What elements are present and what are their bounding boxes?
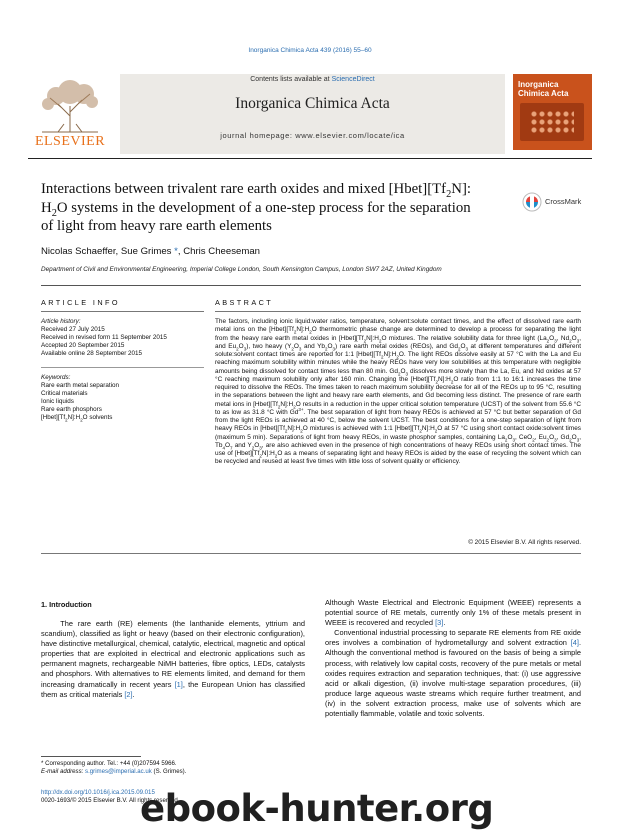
elsevier-wordmark: ELSEVIER	[34, 134, 106, 149]
keyword: Rare earth metal separation	[41, 382, 120, 390]
keyword: $[Hbet][Tf_2N]:H_2O$ solvents	[41, 414, 113, 423]
corresponding-author-note: * Corresponding author. Tel.: +44 (0)207594 5966.	[41, 760, 177, 767]
abstract-heading: ABSTRACT	[215, 298, 274, 307]
abstract-text: The factors, including ionic liquid:water ratios, temperature, solvent:solute contact times, and the effect of dissolved rare earth metal ions on the $[Hbet][Tf_2N]:H_2O$ thermometric phase change are determined to develop a process for separating the light from the heavy rare earth metal oxides in $[Hbet][Tf_2N]:H_2O$ mixtures. The relative solubility data for three light ($La_2O_3$, $Nd_2O_3$, and $Eu_2O_3$), two heavy ($Y_2O_3$ and $Yb_2O_3$) rare earth metal oxides (REOs), and $Gd_2O_3$ at different temperatures and different solute:solvent contact times are reported for 1:1 $[Hbet][Tf_2N]:H_2O$. The light REOs dissolve easily at 57 °C with the La and Eu reaching maximum solubility within minutes while the heavy REOs have very low solubilities at this temperature with negligible amounts being dissolved for contact times less than 80 min. $Gd_2O_3$ dissolves more slowly than the La, Eu, and Nd oxides at 57 °C reaching maximum solubility only after 160 min. Changing the $[Hbet][Tf_2N]:H_2O$ ratio from 1:1 to 16:1 increases the time required to dissolve the REOs. The times taken to reach maximum solubility decrease for all of the REOs up to 95 °C, resulting in the separations between the light and heavy rare earth elements, and Gd becoming less distinct. The presence of rare earth metal ions in $[Hbet][Tf_2N]:H_2O$ results in a reduction in the upper critical solution temperature (UCST) of the solvent from 55.6 °C to as low as 31.8 °C with $Gd^{3+}$. The best separation of light from heavy REOs is achieved at 57 °C but better separation of Gd from the light REOs is achieved at 40 °C, below the solvent UCST. The best conditions for a one-step separation of light from heavy REOs in $[Hbet][Tf_2N]:H_2O$ mixtures is achieved with 1:1 $[Hbet][Tf_2N]:H_2O$ at 57 °C using short contact oxide:solvent times (maximum 5 min). Separations of light from heavy REOs, in waste phosphor samples, containing $La_2O_3$, CeO$_2$, $Eu_2O_3$, $Gd_2O_3$, $Tb_4O_7$ and $Y_2O_3$, are also achieved even in the presence of high concentrations of heavy REOs using short contact times. The use of $[Hbet][Tf_2N]:H_2O$ as a means of separating light and heavy REOs is aided by the ease of recycling the solvent which can be recycled and reused at least five times with little loss of solvent quality or efficiency.	[215, 318, 582, 466]
journal-citation[interactable]: Inorganica Chimica Acta 439 (2016) 55–60	[248, 47, 372, 54]
email-suffix: (S. Grimes).	[151, 768, 187, 775]
article-title: Interactions between trivalent rare earth oxides and mixed $[Hbet][Tf_2N]$: $H_2O$ systems in the development of a one-step process for the separation of light from heavy rare earth elements	[41, 181, 472, 234]
keyword: Ionic liquids	[41, 398, 74, 406]
keywords-label: Keywords:	[41, 374, 71, 381]
author-name: Sue Grimes	[120, 246, 172, 257]
sciencedirect-link[interactable]: ScienceDirect	[331, 76, 375, 83]
journal-masthead	[120, 74, 505, 154]
doi-link[interactable]: http://dx.doi.org/10.1016/j.ica.2015.09.015	[41, 789, 155, 796]
affiliation: Department of Civil and Environmental Engineering, Imperial College London, South Kensington Campus, London SW7 2AZ, United Kingdom	[41, 266, 442, 273]
author-name: Nicolas Schaeffer,	[41, 246, 121, 257]
keyword: Critical materials	[41, 390, 88, 398]
author-list	[41, 246, 581, 257]
tree-icon	[38, 76, 102, 134]
divider	[41, 367, 204, 368]
keywords	[41, 374, 204, 423]
crossmark-label: CrossMark	[545, 197, 582, 206]
cover-pattern	[530, 110, 574, 134]
homepage-link[interactable]: www.elsevier.com/locate/ica	[295, 131, 405, 140]
body-column-right: Although Waste Electrical and Electronic Equipment (WEEE) represents a potential source of RE metals, currently only 1% of these metals present in WEEE is recovered and recycled [3]. Conventional industrial processing to separate RE elements from RE oxide ores involves a combination of hydrometallurgy and solvent extraction [4]. Although the conventional method is favoured on the basis of being a simple process, with relatively low capital costs, recovery of the pure metals or metal oxides requires extraction and separation techniques, that: (i) use aggressive acid or alkali digestion, (ii) involve multi-stage separation procedures, (iii) produce large aqueous waste streams which require further treatment, and (iv) in the solvent extraction process, make use of solvents which are potentially flammable, volatile and toxic solvents.	[325, 598, 581, 719]
keyword: Rare earth phosphors	[41, 406, 102, 414]
footnote-rule	[41, 756, 141, 757]
article-info-heading: ARTICLE INFO	[41, 298, 120, 307]
cover-title: Inorganica Chimica Acta	[518, 80, 569, 98]
crossmark-icon	[522, 192, 542, 212]
body-column-left: The rare earth (RE) elements (the lanthanide elements, yttrium and scandium), classified as light or heavy (based on their electronic configuration), have distinctive metallurgical, chemical, catalytic, electrical, magnetic and optical properties that are exploited in electrical and electronic applications such as permanent magnets, rechargeable NiMH batteries, fibre optics, LEDs, catalysts and phosphors. With alternatives to RE elements limited, and demand for them increasing dramatically in recent years [1], the European Union has classified them as critical materials [2].	[41, 619, 305, 699]
elsevier-logo	[28, 74, 112, 148]
journal-title: Inorganica Chimica Acta	[235, 95, 390, 112]
article-history	[41, 318, 204, 358]
history-received: Received 27 July 2015	[41, 326, 105, 334]
corresponding-author-marker[interactable]: *	[171, 246, 178, 257]
history-label: Article history:	[41, 318, 81, 325]
homepage-prefix: journal homepage:	[220, 131, 296, 140]
divider	[41, 285, 581, 286]
header-rule	[28, 158, 592, 159]
divider	[41, 553, 581, 554]
issn-line: 0020-1693/© 2015 Elsevier B.V. All rights reserved.	[41, 797, 180, 804]
copyright: © 2015 Elsevier B.V. All rights reserved.	[468, 539, 581, 546]
watermark: ebook-hunter.org	[140, 787, 494, 830]
divider	[215, 311, 581, 312]
author-name: , Chris Cheeseman	[177, 246, 261, 257]
footnote	[41, 760, 305, 776]
email-link[interactable]: s.grimes@imperial.ac.uk	[85, 768, 152, 775]
history-accepted: Accepted 20 September 2015	[41, 342, 125, 350]
crossmark-badge[interactable]	[522, 190, 582, 214]
history-revised: Received in revised form 11 September 2015	[41, 334, 167, 342]
contents-line	[120, 76, 505, 83]
section-heading: 1. Introduction	[41, 600, 92, 609]
contents-prefix: Contents lists available at	[250, 76, 332, 83]
history-online: Available online 28 September 2015	[41, 350, 143, 358]
journal-homepage	[120, 131, 505, 140]
divider	[41, 311, 204, 312]
email-label: E-mail address:	[41, 768, 86, 775]
